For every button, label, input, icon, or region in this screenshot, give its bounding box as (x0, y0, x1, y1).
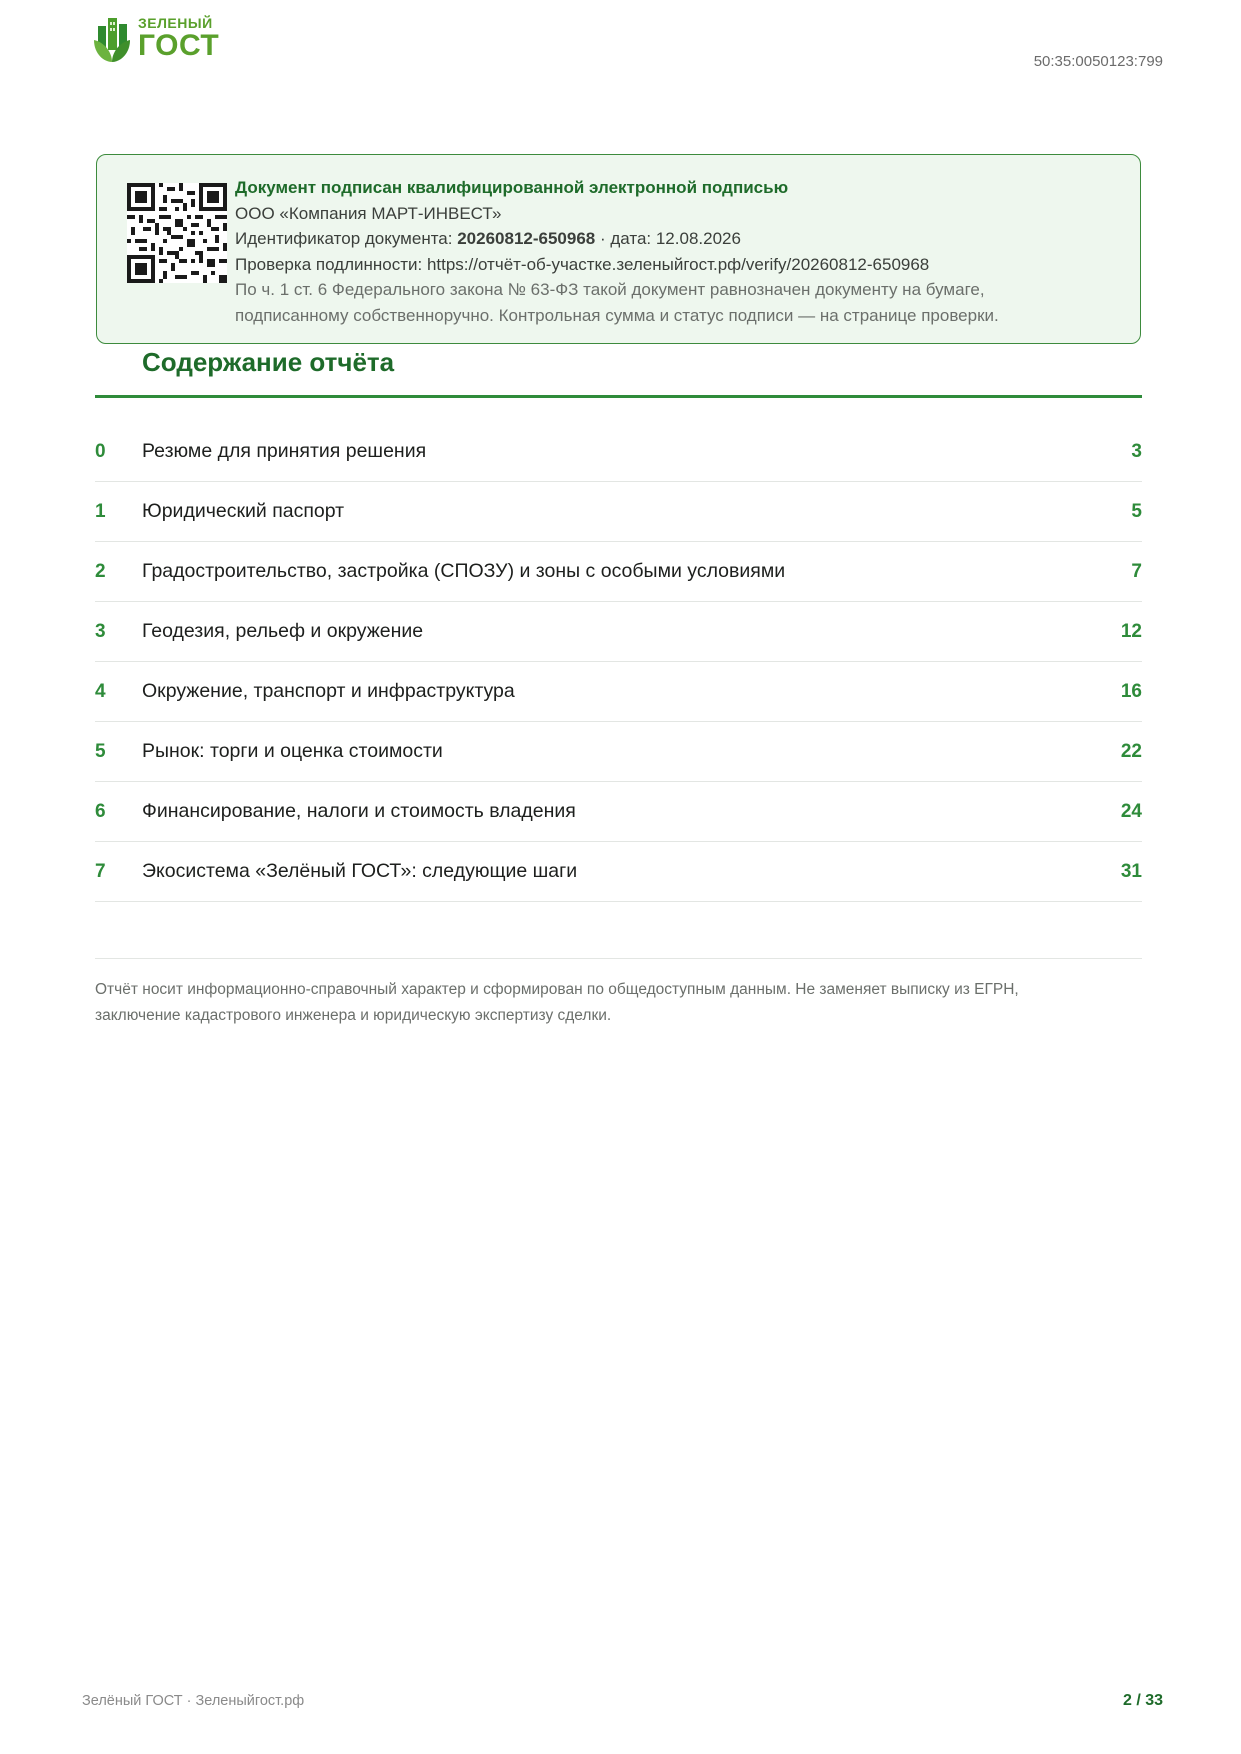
toc-item-label: Резюме для принятия решения (142, 440, 427, 462)
footer-brand: Зелёный ГОСТ · Зеленыйгост.рф (82, 1693, 305, 1709)
toc-item[interactable] (95, 722, 1142, 782)
building-leaf-icon (90, 12, 136, 64)
disclaimer (95, 977, 1142, 1029)
toc-item-number: 7 (95, 860, 106, 882)
document-id-value: 20260812-650968 (457, 229, 596, 248)
toc-item-label: Экосистема «Зелёный ГОСТ»: следующие шаги (142, 860, 578, 882)
toc-item-page: 16 (1120, 680, 1142, 702)
toc-item-number: 1 (95, 500, 106, 522)
toc-item-label: Юридический паспорт (142, 500, 345, 522)
toc-item-page: 22 (1120, 740, 1142, 762)
toc-item-page: 24 (1120, 800, 1142, 822)
toc-item-page: 3 (1131, 440, 1142, 462)
toc-item[interactable] (95, 782, 1142, 842)
signature-text (235, 175, 1120, 328)
toc-divider (95, 395, 1142, 398)
toc-item-label: Геодезия, рельеф и окружение (142, 620, 424, 642)
toc-item-page: 5 (1131, 500, 1142, 522)
toc-item[interactable] (95, 542, 1142, 602)
toc-item[interactable] (95, 602, 1142, 662)
toc-item-number: 6 (95, 800, 106, 822)
logo-line1: ЗЕЛЕНЫЙ (138, 15, 213, 31)
toc-item-number: 0 (95, 440, 106, 462)
signature-title: Документ подписан квалифицированной электронной подписью (235, 178, 789, 197)
disclaimer-line2: заключение кадастрового инженера и юридическую экспертизу сделки. (95, 1007, 612, 1024)
toc-item-label: Градостроительство, застройка (СПОЗУ) и зоны с особыми условиями (142, 560, 786, 582)
toc-item-page: 12 (1120, 620, 1142, 642)
toc-list (95, 422, 1142, 902)
verify-link[interactable]: Проверка подлинности: https://отчёт-об-участке.зеленыйгост.рф/verify/20260812-650968 (235, 254, 930, 274)
toc-item-number: 4 (95, 680, 106, 702)
toc-item-label: Рынок: торги и оценка стоимости (142, 740, 443, 762)
toc-item[interactable] (95, 662, 1142, 722)
toc-item-page: 7 (1131, 560, 1142, 582)
signature-company: ООО «Компания МАРТ-ИНВЕСТ» (235, 203, 502, 223)
toc-item-label: Финансирование, налоги и стоимость владения (142, 800, 576, 822)
toc-item-number: 2 (95, 560, 106, 582)
toc-item[interactable] (95, 482, 1142, 542)
page-number: 2 / 33 (1122, 1692, 1163, 1709)
logo-line2: ГОСТ (138, 29, 220, 62)
qr-code-icon[interactable] (127, 183, 227, 283)
legal-note-line2: подписанному собственноручно. Контрольная сумма и статус подписи — на странице проверки. (235, 305, 999, 325)
toc-title: Содержание отчёта (142, 347, 395, 377)
toc-item[interactable] (95, 422, 1142, 482)
signature-box (96, 154, 1141, 344)
brand-logo (90, 12, 220, 68)
toc-item-number: 5 (95, 740, 106, 762)
toc-item-number: 3 (95, 620, 106, 642)
disclaimer-divider (95, 958, 1142, 959)
document-date: · дата: 12.08.2026 (595, 229, 741, 248)
logo-wordmark (138, 16, 219, 61)
toc-item[interactable] (95, 842, 1142, 902)
document-id-line (235, 226, 1120, 252)
document-id-label: Идентификатор документа: (235, 229, 458, 248)
disclaimer-line1: Отчёт носит информационно-справочный характер и сформирован по общедоступным данным. Не заменяет выписку из ЕГРН, (95, 981, 1019, 998)
cadastral-number: 50:35:0050123:799 (1033, 53, 1163, 70)
toc-item-page: 31 (1120, 860, 1142, 882)
legal-note-line1: По ч. 1 ст. 6 Федерального закона № 63-ФЗ такой документ равнозначен документу на бумаге, (235, 280, 985, 299)
toc-item-label: Окружение, транспорт и инфраструктура (142, 680, 515, 702)
